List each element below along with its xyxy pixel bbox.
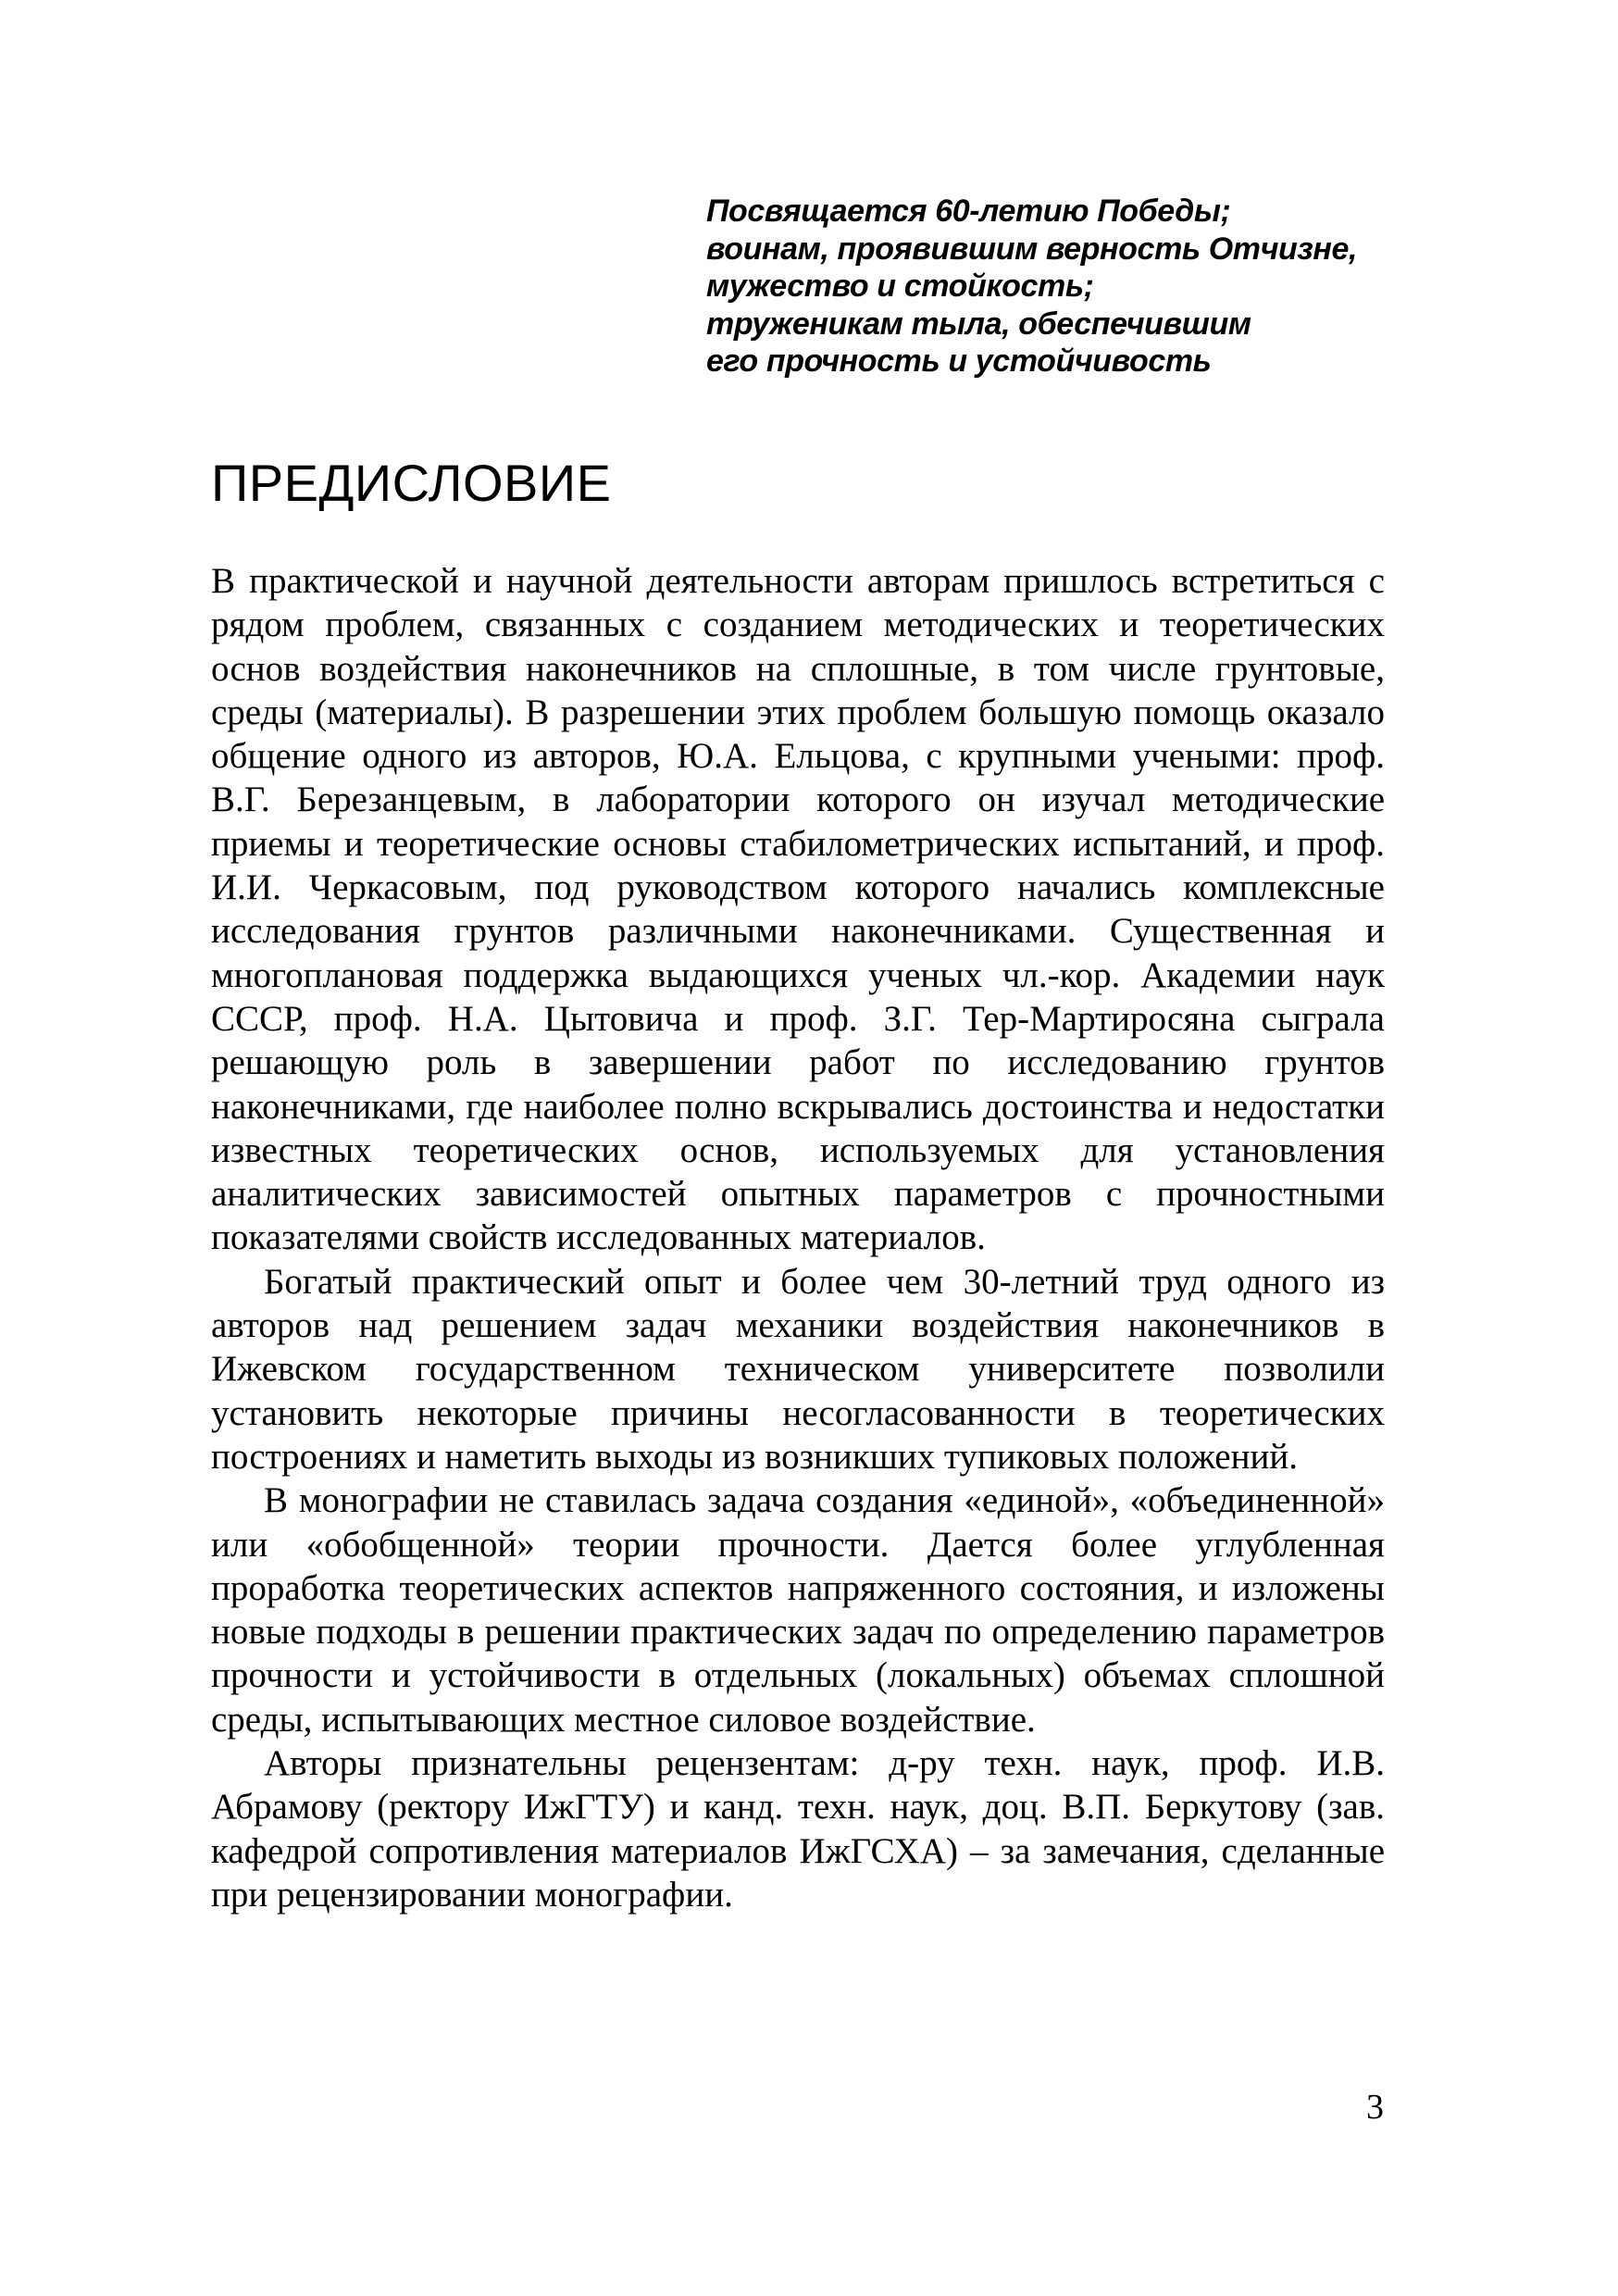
paragraph-2: Богатый практический опыт и более чем 30-летний труд одного из авторов над решением задач механики воздействия наконечников в Ижевском государственном техническом университете позволили установить некоторые причины несогласованности в теоретических построениях и наметить выходы из возникших тупиковых положений.	[211, 1261, 1385, 1477]
paragraph-1: В практической и научной деятельности авторам пришлось встретиться с рядом проблем, связанных с созданием методических и теоретических основ воздействия наконечников на сплошные, в том числе грунтовые, среды (материалы). В разрешении этих проблем большую помощь оказало общение одного из авторов, Ю.А. Ельцова, с крупными учеными: проф. В.Г. Березанцевым, в лаборатории которого он изучал методические приемы и теоретические основы стабилометрических испытаний, и проф. И.И. Черкасовым, под руководством которого начались комплексные исследования грунтов различными наконечниками. Существенная и многоплановая поддержка выдающихся ученых чл.-кор. Академии наук СССР, проф. Н.А. Цытовича и проф. З.Г. Тер-Мартиросяна сыграла решающую роль в завершении работ по исследованию грунтов наконечниками, где наиболее полно вскрывались достоинства и недостатки известных теоретических основ, используемых для установления аналитических зависимостей опытных параметров с прочностными показателями свойств исследованных материалов.	[211, 561, 1385, 1258]
paragraph-4: Авторы признательны рецензентам: д-ру техн. наук, проф. И.В. Абрамову (ректору ИжГТУ) и канд. техн. наук, доц. В.П. Беркутову (зав. кафедрой сопротивления материалов ИжГСХА) – за замечания, сделанные при рецензировании монографии.	[211, 1743, 1385, 1915]
page-number: 3	[1366, 2088, 1384, 2127]
section-heading: ПРЕДИСЛОВИЕ	[211, 454, 612, 512]
dedication-line: воинам, проявившим верность Отчизне,	[706, 231, 1358, 267]
preface-body	[211, 559, 1385, 1916]
dedication-line: Посвящается 60-летию Победы;	[706, 193, 1231, 229]
dedication-line: труженикам тыла, обеспечившим	[706, 306, 1251, 342]
paragraph-3: В монографии не ставилась задача создания «единой», «объединенной» или «обобщенной» теории прочности. Дается более углубленная проработка теоретических аспектов напряженного состояния, и изложены новые подходы в решении практических задач по определению параметров прочности и устойчивости в отдельных (локальных) объемах сплошной среды, испытывающих местное силовое воздействие.	[211, 1480, 1385, 1740]
dedication-epigraph	[706, 193, 1447, 381]
dedication-line: мужество и стойкость;	[706, 268, 1094, 304]
dedication-line: его прочность и устойчивость	[706, 343, 1212, 379]
